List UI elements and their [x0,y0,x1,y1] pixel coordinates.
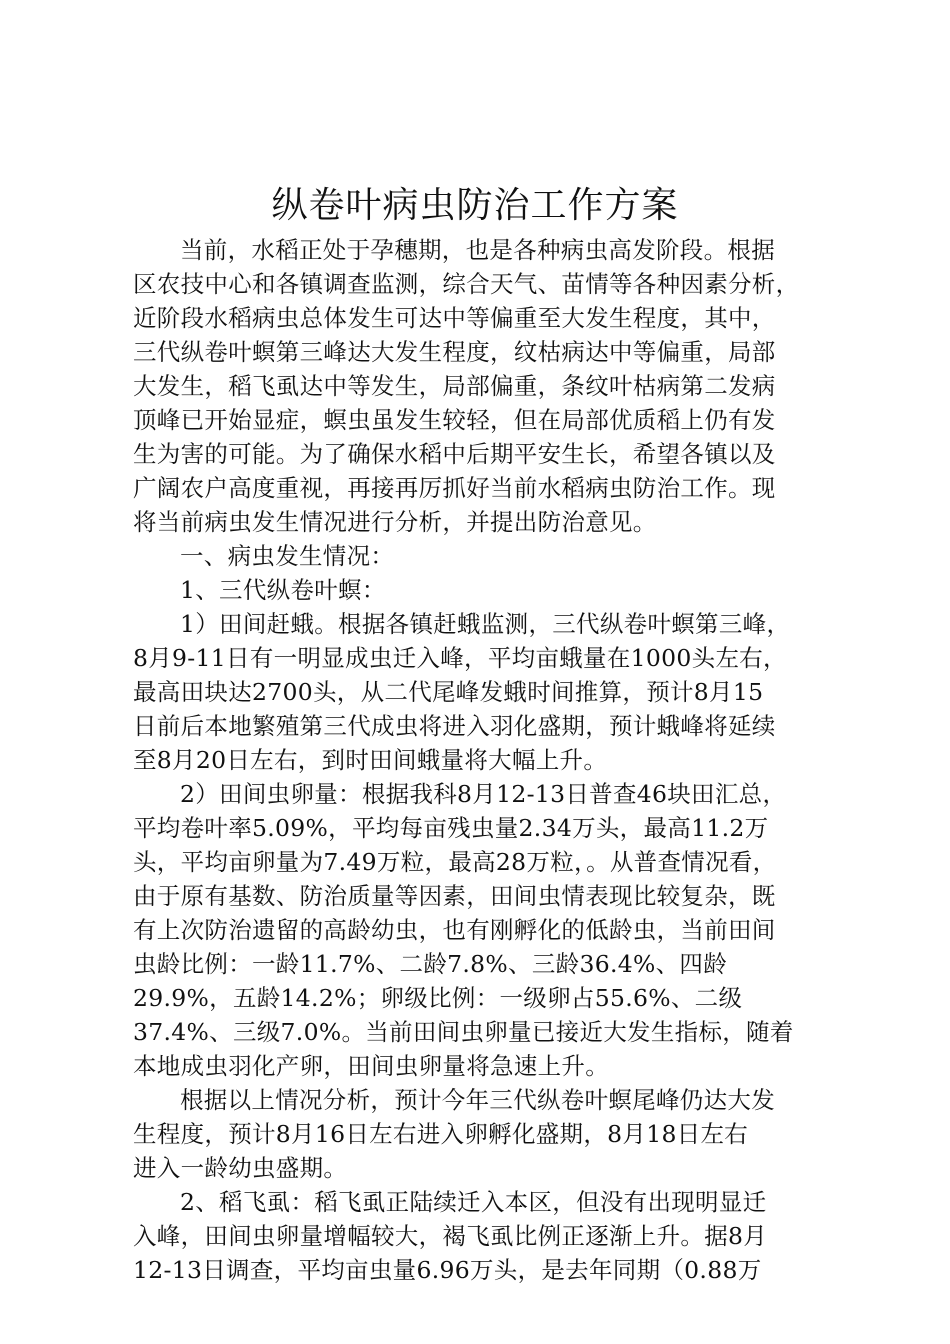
paragraph-line: 近阶段水稻病虫总体发生可达中等偏重至大发生程度，其中， [133,304,776,332]
paragraph-line: 1）田间赶蛾。根据各镇赶蛾监测，三代纵卷叶螟第三峰， [180,610,791,638]
paragraph-line: 将当前病虫发生情况进行分析，并提出防治意见。 [133,508,657,536]
paragraph-line: 37.4%、三级7.0%。当前田间虫卵量已接近大发生指标，随着 [133,1018,794,1046]
document-body [133,233,833,1287]
paragraph-line: 最高田块达2700头，从二代尾峰发蛾时间推算，预计8月15 [133,678,764,706]
paragraph-line: 入峰，田间虫卵量增幅较大，褐飞虱比例正逐渐上升。据8月 [133,1222,768,1250]
paragraph-line: 至8月20日左右，到时田间蛾量将大幅上升。 [133,746,608,774]
document-title: 纵卷叶病虫防治工作方案 [271,185,679,226]
paragraph-line: 2）田间虫卵量：根据我科8月12-13日普查46块田汇总， [180,780,787,808]
paragraph-line: 三代纵卷叶螟第三峰达大发生程度，纹枯病达中等偏重，局部 [133,338,776,366]
paragraph-line: 当前，水稻正处于孕穗期，也是各种病虫高发阶段。根据 [180,236,775,264]
paragraph-line: 进入一龄幼虫盛期。 [133,1154,348,1182]
paragraph-line: 8月9-11日有一明显成虫迁入峰，平均亩蛾量在1000头左右， [133,644,787,672]
subsection-heading: 2、稻飞虱：稻飞虱正陆续迁入本区，但没有出现明显迁 [180,1188,767,1216]
paragraph-line: 生程度，预计8月16日左右进入卵孵化盛期，8月18日左右 [133,1120,749,1148]
paragraph-line: 大发生，稻飞虱达中等发生，局部偏重，条纹叶枯病第二发病 [133,372,776,400]
paragraph-line: 日前后本地繁殖第三代成虫将进入羽化盛期，预计蛾峰将延续 [133,712,776,740]
paragraph-line: 区农技中心和各镇调查监测，综合天气、苗情等各种因素分析， [133,270,800,298]
paragraph-line: 由于原有基数、防治质量等因素，田间虫情表现比较复杂，既 [133,882,776,910]
paragraph-line: 顶峰已开始显症，螟虫虽发生较轻，但在局部优质稻上仍有发 [133,406,776,434]
paragraph-line: 本地成虫羽化产卵，田间虫卵量将急速上升。 [133,1052,609,1080]
paragraph-line: 有上次防治遗留的高龄幼虫，也有刚孵化的低龄虫，当前田间 [133,916,776,944]
paragraph-line: 广阔农户高度重视，再接再厉抓好当前水稻病虫防治工作。现 [133,474,776,502]
paragraph-line: 生为害的可能。为了确保水稻中后期平安生长，希望各镇以及 [133,440,776,468]
paragraph-line: 平均卷叶率5.09%，平均每亩残虫量2.34万头，最高11.2万 [133,814,769,842]
paragraph-line: 头，平均亩卵量为7.49万粒，最高28万粒，。从普查情况看， [133,848,777,876]
paragraph-line: 29.9%，五龄14.2%；卵级比例：一级卵占55.6%、二级 [133,984,743,1012]
paragraph-line: 根据以上情况分析，预计今年三代纵卷叶螟尾峰仍达大发 [180,1086,775,1114]
subsection-heading: 1、三代纵卷叶螟： [180,576,386,604]
section-heading: 一、病虫发生情况： [180,542,395,570]
paragraph-line: 12-13日调查，平均亩虫量6.96万头，是去年同期（0.88万 [133,1256,762,1284]
paragraph-line: 虫龄比例：一龄11.7%、二龄7.8%、三龄36.4%、四龄 [133,950,728,978]
